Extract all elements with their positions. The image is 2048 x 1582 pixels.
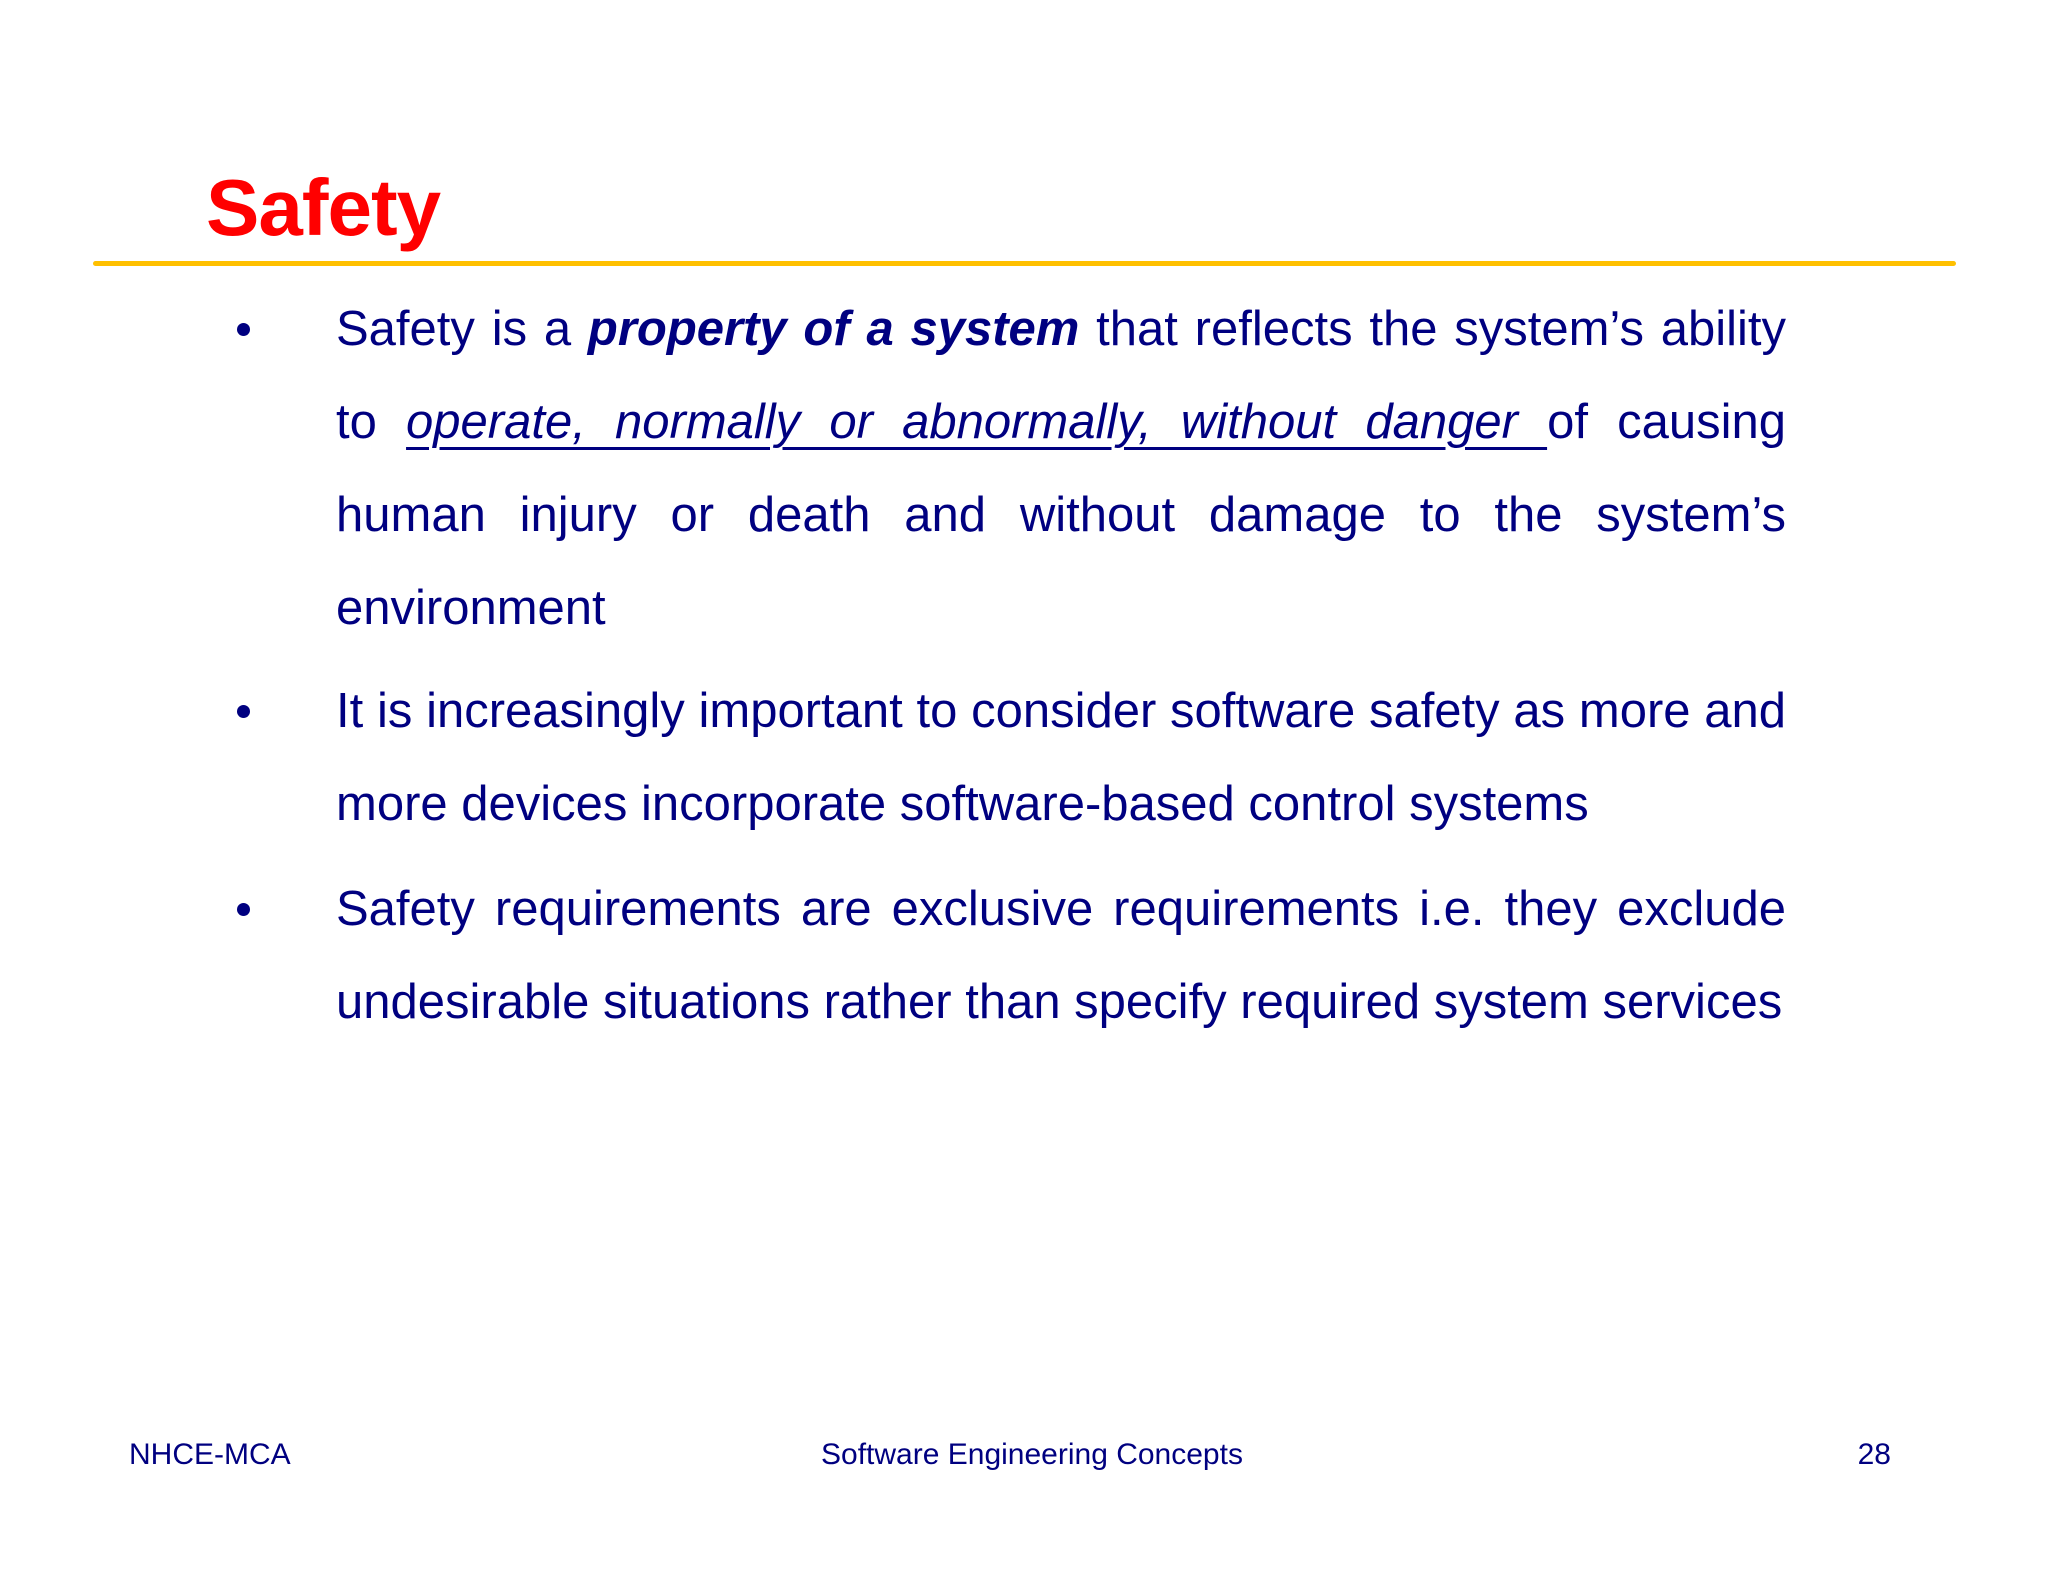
bullet-3-text: Safety requirements are exclusive requirements i.e. they exclude undesirable situations rather than specify required system services bbox=[336, 882, 1786, 1029]
slide-title: Safety bbox=[206, 163, 441, 252]
bullet-dot-icon bbox=[237, 705, 250, 718]
footer-course-title: Software Engineering Concepts bbox=[821, 1438, 1243, 1471]
bullet-dot-icon bbox=[237, 323, 250, 336]
footer-page-number: 28 bbox=[1857, 1438, 1891, 1471]
bullet-dot-icon bbox=[237, 903, 250, 916]
bullet-1-underlined-phrase: operate, normally or abnormally, without danger bbox=[406, 395, 1548, 449]
bullet-1-bold-phrase: property of a system bbox=[587, 302, 1080, 356]
bullet-1-text-end: of causing human injury or death and without damage to the system’s environment bbox=[336, 395, 1787, 635]
bullet-2-text: It is increasingly important to consider software safety as more and more devices incorporate software-based control systems bbox=[336, 684, 1786, 831]
bullet-item-3 bbox=[336, 863, 1786, 1049]
bullet-1-text-start: Safety is a bbox=[336, 302, 588, 356]
bullet-1-text-middle: that reflects the system’s ability to bbox=[336, 302, 1786, 449]
bullet-item-2 bbox=[336, 665, 1786, 851]
bullet-item-1 bbox=[336, 283, 1786, 655]
footer-institution: NHCE-MCA bbox=[129, 1438, 291, 1471]
